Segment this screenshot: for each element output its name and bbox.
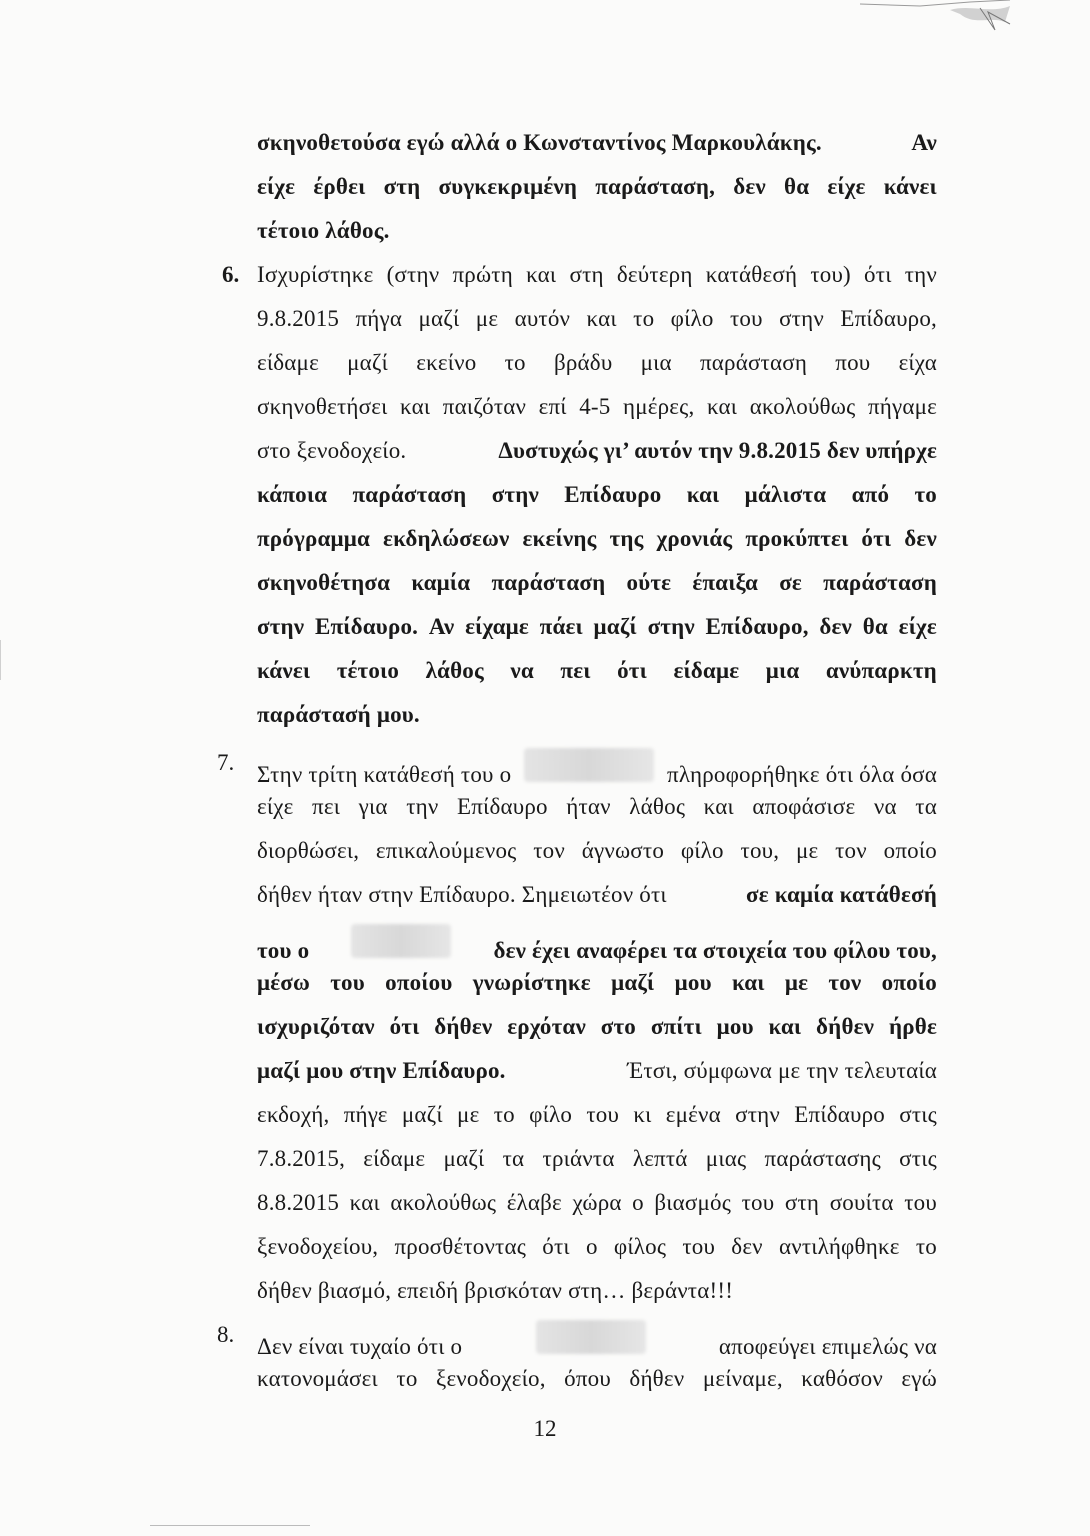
word: είδαμε — [673, 658, 740, 683]
word: και — [349, 1190, 380, 1215]
word: δήθεν — [629, 1366, 685, 1391]
word: με — [475, 306, 499, 331]
word: παράσταση — [491, 570, 606, 595]
word: ότι — [542, 1234, 570, 1259]
word: τριάντα — [542, 1146, 615, 1171]
word: μαζί — [593, 614, 637, 639]
page-number: 12 — [533, 1416, 557, 1441]
word: μου — [716, 1014, 754, 1039]
word: στην — [257, 614, 305, 639]
word: με — [784, 970, 809, 995]
word: γνωρίστηκε — [472, 970, 591, 995]
word: μαζί — [418, 306, 460, 331]
word: το — [396, 1366, 418, 1391]
word: στη — [569, 262, 604, 287]
word: εκδηλώσεων — [383, 526, 510, 551]
text-line — [257, 1364, 937, 1408]
word: τον — [835, 838, 867, 863]
word: πει — [312, 794, 341, 819]
text-line — [257, 304, 937, 348]
text-line — [257, 1100, 937, 1144]
word: και — [526, 262, 557, 287]
word: προκύπτει — [745, 526, 849, 551]
word: ότι — [861, 526, 892, 551]
word: από — [851, 482, 890, 507]
word: στο — [600, 1014, 636, 1039]
word: δήθεν — [434, 1014, 493, 1039]
word: ξενοδοχείου, — [257, 1234, 379, 1259]
word: με — [457, 1102, 480, 1127]
word: και — [400, 394, 431, 419]
word: μαζί — [347, 350, 389, 375]
word: 7.8.2015, — [257, 1146, 346, 1171]
word: (στην — [386, 262, 440, 287]
word: είχε — [257, 794, 294, 819]
word: παιζόταν — [442, 394, 527, 419]
word: τέτοιο — [336, 658, 400, 683]
word: 8.8.2015 — [257, 1190, 340, 1215]
word: το — [633, 306, 655, 331]
word: τα — [915, 794, 937, 819]
item-number: 6. — [222, 262, 240, 287]
word: μάλιστα — [744, 482, 827, 507]
word: ότι — [617, 658, 647, 683]
text-line — [257, 1232, 937, 1276]
text-line — [257, 1144, 937, 1188]
scan-edge-mark — [0, 640, 11, 680]
word: εγώ — [901, 1366, 937, 1391]
word: την — [904, 262, 937, 287]
text-line: δήθεν ήταν στην Επίδαυρο. Σημειωτέον ότι σε καμία κατάθεσή — [257, 882, 937, 907]
word: του — [741, 1190, 775, 1215]
word: βιασμός — [654, 1190, 732, 1215]
word: χώρα — [572, 1190, 622, 1215]
word: 4-5 — [579, 394, 611, 419]
word: πάει — [539, 614, 583, 639]
word: τον — [828, 970, 862, 995]
word: και — [586, 306, 617, 331]
word: ότι — [864, 262, 892, 287]
word: τα — [502, 1146, 525, 1171]
word: ο — [586, 1234, 598, 1259]
word: έρθει — [313, 174, 366, 199]
word: δήθεν — [816, 1014, 875, 1039]
word: κατονομάσει — [257, 1366, 378, 1391]
text-line — [257, 792, 937, 836]
word: μαζί — [401, 1102, 443, 1127]
word: Επίδαυρο, — [840, 306, 937, 331]
word: είχα — [898, 350, 937, 375]
word: παράστασης — [764, 1146, 881, 1171]
word: Επίδαυρο — [457, 794, 548, 819]
text-line: τέτοιο λάθος. — [257, 218, 390, 243]
word: να — [510, 658, 534, 683]
scan-artifact — [860, 0, 1020, 34]
word: Επίδαυρο. — [314, 614, 419, 639]
word: μείναμε, — [702, 1366, 783, 1391]
word: κι — [633, 1102, 652, 1127]
word: προσθέτοντας — [394, 1234, 527, 1259]
word: σπίτι — [650, 1014, 702, 1039]
word: είχε — [257, 174, 296, 199]
word: καθόσον — [801, 1366, 883, 1391]
text-line — [257, 392, 937, 436]
word: δεν — [731, 1234, 763, 1259]
word: εκείνο — [416, 350, 477, 375]
text-line — [257, 656, 937, 700]
word: για — [358, 794, 388, 819]
word: βράδυ — [553, 350, 613, 375]
word: στη — [784, 1190, 820, 1215]
word: τον — [533, 838, 565, 863]
text-line: Δεν είναι τυχαίο ότι ο αποφεύγει επιμελώς να — [257, 1320, 937, 1364]
word: ότι — [389, 1014, 420, 1039]
word: ανύπαρκτη — [825, 658, 937, 683]
redacted-name — [536, 1320, 646, 1354]
word: είδαμε — [363, 1146, 426, 1171]
text-line — [257, 568, 937, 612]
word: στις — [899, 1102, 937, 1127]
word: επικαλούμενος — [375, 838, 517, 863]
word: αποφάσισε — [752, 794, 856, 819]
redacted-name — [524, 748, 654, 782]
word: ακολούθως — [390, 1190, 497, 1215]
word: έλαβε — [506, 1190, 562, 1215]
word: κατάθεσή — [705, 262, 798, 287]
word: ξενοδοχείο, — [436, 1366, 546, 1391]
word: κάποια — [257, 482, 328, 507]
word: φίλος — [613, 1234, 667, 1259]
word: πει — [560, 658, 591, 683]
word: να — [873, 794, 897, 819]
word: οποίο — [883, 838, 937, 863]
word: και — [768, 1014, 802, 1039]
word: το — [914, 482, 937, 507]
redacted-name — [351, 924, 451, 958]
word: Επίδαυρο — [794, 1102, 885, 1127]
word: θα — [783, 174, 810, 199]
text-line: Στην τρίτη κατάθεσή του ο πληροφορήθηκε ότι όλα όσα — [257, 748, 937, 792]
word: είχε — [898, 614, 937, 639]
text-line — [257, 612, 937, 656]
word: καμία — [411, 570, 471, 595]
text-line — [257, 1012, 937, 1056]
word: 9.8.2015 — [257, 306, 340, 331]
word: εκδοχή, — [257, 1102, 330, 1127]
text-line — [257, 1188, 937, 1232]
word: αυτόν — [514, 306, 571, 331]
text-line — [257, 968, 937, 1012]
word: όπου — [564, 1366, 611, 1391]
word: εκείνης — [522, 526, 597, 551]
word: του — [586, 1102, 620, 1127]
word: ήρθε — [888, 1014, 937, 1039]
word: και — [731, 970, 765, 995]
word: το — [915, 1234, 937, 1259]
word: πρόγραμμα — [257, 526, 371, 551]
word: σκηνοθέτησα — [257, 570, 391, 595]
text-line — [257, 348, 937, 392]
text-line: δήθεν βιασμό, επειδή βρισκόταν στη… βεράντα!!! — [257, 1278, 734, 1303]
word: την — [406, 794, 439, 819]
word: Ισχυρίστηκε — [257, 262, 374, 287]
word: παράσταση — [699, 350, 808, 375]
word: φίλο — [529, 1102, 573, 1127]
word: πρώτη — [452, 262, 513, 287]
word: σκηνοθετήσει — [257, 394, 388, 419]
word: στην — [735, 1102, 781, 1127]
word: ούτε — [626, 570, 672, 595]
word: ο — [632, 1190, 644, 1215]
word: μια — [765, 658, 800, 683]
word: στη — [383, 174, 421, 199]
word: δεν — [819, 614, 853, 639]
word: το — [504, 350, 526, 375]
word: μου — [674, 970, 712, 995]
text-line — [257, 836, 937, 880]
word: αντιλήφθηκε — [778, 1234, 900, 1259]
word: ερχόταν — [507, 1014, 586, 1039]
word: του) — [810, 262, 851, 287]
word: επί — [538, 394, 567, 419]
word: μιας — [705, 1146, 747, 1171]
word: οποίο — [881, 970, 937, 995]
word: μαζί — [443, 1146, 485, 1171]
word: μέσω — [257, 970, 310, 995]
word: και — [686, 482, 720, 507]
word: Επίδαυρο — [564, 482, 662, 507]
word: και — [706, 394, 738, 419]
word: ήταν — [566, 794, 611, 819]
word: δεύτερη — [616, 262, 693, 287]
text-line: σκηνοθετούσα εγώ αλλά ο Κωνσταντίνος Μαρκουλάκης. Αν — [257, 130, 937, 155]
word: Αν — [428, 614, 455, 639]
text-line: μαζί μου στην Επίδαυρο. Έτσι, σύμφωνα με την τελευταία — [257, 1058, 937, 1083]
word: διορθώσει, — [257, 838, 360, 863]
word: στην — [491, 482, 539, 507]
word: μαζί — [611, 970, 655, 995]
word: είδαμε — [257, 350, 319, 375]
word: παράσταση — [823, 570, 937, 595]
text-line: παράστασή μου. — [257, 702, 420, 727]
word: είχαμε — [465, 614, 529, 639]
word: κάνει — [883, 174, 937, 199]
word: κάνει — [257, 658, 311, 683]
word: λεπτά — [632, 1146, 688, 1171]
word: συγκεκριμένη — [438, 174, 578, 199]
word: άγνωστο — [581, 838, 665, 863]
word: σουίτα — [829, 1190, 894, 1215]
word: ημέρες, — [623, 394, 695, 419]
word: εμένα — [665, 1102, 721, 1127]
word: ακολούθως — [749, 394, 856, 419]
word: οποίου — [385, 970, 453, 995]
word: σε — [779, 570, 802, 595]
text-line: στο ξενοδοχείο. Δυστυχώς γι’ αυτόν την 9.8.2015 δεν υπήρχε — [257, 438, 937, 463]
word: στην — [647, 614, 695, 639]
word: θα — [862, 614, 888, 639]
word: του — [904, 1190, 937, 1215]
word: λάθος — [425, 658, 484, 683]
word: χρονιάς — [656, 526, 733, 551]
word: του — [330, 970, 365, 995]
word: Επίδαυρο, — [705, 614, 809, 639]
word: και — [703, 794, 734, 819]
word: με — [795, 838, 819, 863]
text-line — [257, 524, 937, 568]
word: ισχυριζόταν — [257, 1014, 375, 1039]
word: του, — [740, 838, 780, 863]
word: φίλο — [680, 838, 724, 863]
word: δεν — [904, 526, 937, 551]
word: είχε — [827, 174, 866, 199]
word: λάθος — [629, 794, 686, 819]
text-line — [257, 172, 937, 216]
text-line: του ο δεν έχει αναφέρει τα στοιχεία του φίλου του, — [257, 924, 937, 968]
word: στις — [899, 1146, 937, 1171]
word: δεν — [733, 174, 766, 199]
word: πήγα — [355, 306, 403, 331]
word: του — [729, 306, 763, 331]
word: που — [835, 350, 871, 375]
word: το — [493, 1102, 515, 1127]
word: μια — [640, 350, 672, 375]
word: στην — [779, 306, 824, 331]
word: παράσταση — [352, 482, 467, 507]
word: της — [609, 526, 644, 551]
word: παράσταση, — [595, 174, 716, 199]
word: πήγε — [343, 1102, 388, 1127]
item-number: 8. — [217, 1322, 235, 1347]
item-number: 7. — [217, 750, 235, 775]
word: πήγαμε — [867, 394, 937, 419]
word: φίλο — [670, 306, 714, 331]
word: έπαιξα — [692, 570, 759, 595]
text-line — [257, 260, 937, 304]
word: του — [682, 1234, 716, 1259]
scan-artifact-line — [150, 1525, 310, 1526]
text-line — [257, 480, 937, 524]
